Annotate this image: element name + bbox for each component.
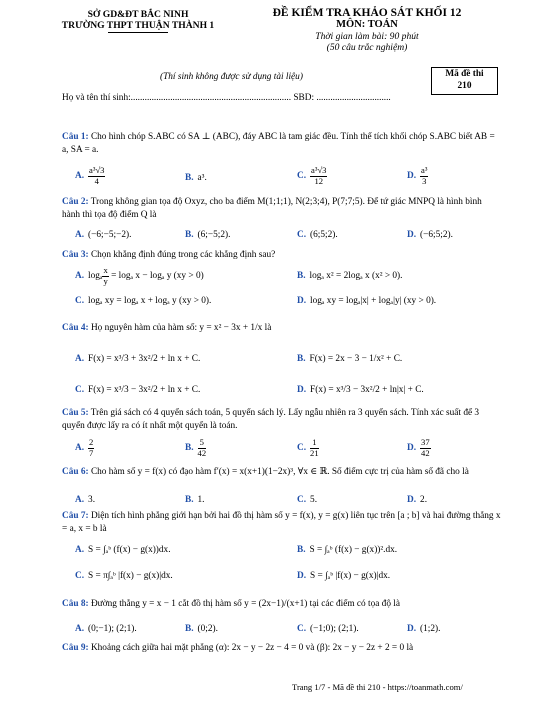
question-text: Họ nguyên hàm của hàm số: y = x² − 3x + 1/x là: [90, 323, 272, 333]
question-7: [62, 510, 502, 535]
fraction-numerator: 5: [198, 438, 207, 449]
exam-code-value: 210: [457, 81, 472, 91]
question-text: Cho hình chóp S.ABC có SA ⊥ (ABC), đáy ABC là tam giác đều. Tính thể tích khối chóp S.ABC biết AB = a, SA = a.: [62, 132, 495, 155]
option-d[interactable]: D. (1;2).: [407, 624, 441, 634]
dept-name: SỞ GD&ĐT BẮC NINH: [87, 9, 189, 20]
exam-note: (Thí sinh không được sử dụng tài liệu): [160, 72, 303, 82]
option-c[interactable]: C. S = π∫ₐᵇ |f(x) − g(x)|dx.: [75, 571, 173, 581]
question-label: Câu 4:: [62, 323, 89, 333]
option-c[interactable]: C. $\frac{\text{a³√3}}{12}$: [297, 165, 327, 186]
option-b[interactable]: B. S = ∫ₐᵇ (f(x) − g(x))².dx.: [297, 545, 398, 555]
question-3: [62, 249, 502, 262]
fraction-denominator: 4: [94, 175, 99, 186]
question-text: Trong không gian tọa độ Oxyz, cho ba điểm M(1;1;1), N(2;3;4), P(7;7;5). Để tứ giác MNPQ là hình bình hành thì tọa độ điểm Q là: [62, 197, 482, 220]
option-c[interactable]: C. (6;5;2).: [297, 230, 338, 240]
option-b[interactable]: B. (0;2).: [185, 624, 218, 634]
question-2: [62, 196, 502, 221]
option-d[interactable]: D. logₐ xy = logₐ|x| + logₐ|y| (xy > 0).: [297, 296, 437, 306]
fraction-denominator: y: [103, 275, 108, 286]
option-b[interactable]: B. (6;−5;2).: [185, 230, 231, 240]
question-5: [62, 407, 502, 432]
option-c[interactable]: C. 5.: [297, 495, 318, 505]
option-c[interactable]: C. $\frac{1}{21}$: [297, 437, 319, 458]
question-4: [62, 322, 502, 335]
question-label: Câu 3:: [62, 250, 89, 260]
fraction-numerator: 1: [310, 438, 319, 449]
question-6: [62, 466, 502, 479]
option-a[interactable]: A. 3.: [75, 495, 96, 505]
question-text: Cho hàm số y = f(x) có đạo hàm f′(x) = x(x+1)(1−2x)³, ∀x ∈ ℝ. Số điểm cực trị của hàm số đã cho là: [90, 467, 469, 477]
question-label: Câu 7:: [62, 511, 89, 521]
fraction-denominator: 42: [197, 447, 207, 458]
fraction-numerator: 37: [421, 437, 430, 447]
fraction-denominator: 42: [421, 447, 430, 458]
question-8: [62, 598, 502, 611]
option-b[interactable]: B. F(x) = 2x − 3 − 1/x² + C.: [297, 354, 403, 364]
option-d[interactable]: D. F(x) = x³/3 − 3x²/2 + ln|x| + C.: [297, 385, 424, 395]
exam-title: ĐỀ KIỂM TRA KHẢO SÁT KHỐI 12: [272, 7, 462, 19]
question-label: Câu 9:: [62, 643, 89, 653]
question-text: Diện tích hình phẳng giới hạn bởi hai đồ thị hàm số y = f(x), y = g(x) liên tục trên [a ; b] và hai đường thẳng x = a, x = b là: [62, 511, 501, 534]
option-a[interactable]: A. $\frac{\text{a³√3}}{4}$: [75, 165, 105, 186]
question-text: Chọn khẳng định đúng trong các khẳng định sau?: [90, 250, 276, 260]
option-b[interactable]: B. $\frac{5}{42}$: [185, 437, 207, 458]
option-d[interactable]: D. $\frac{37}{42}$: [407, 437, 430, 458]
question-label: Câu 1:: [62, 132, 89, 142]
option-b[interactable]: B. 1.: [185, 495, 205, 505]
school-name: TRƯỜNG THPT THUẬN THÀNH 1: [61, 20, 215, 31]
fraction-numerator: a³√3: [89, 165, 105, 175]
option-d[interactable]: D. (−6;5;2).: [407, 230, 453, 240]
option-d[interactable]: D. 2.: [407, 495, 428, 505]
option-a[interactable]: A. $\frac{2}{7}$: [75, 437, 94, 458]
option-a[interactable]: A. F(x) = x³/3 + 3x²/2 + ln x + C.: [75, 354, 201, 364]
exam-subject: MÔN: TOÁN: [336, 19, 398, 30]
fraction-numerator: a³: [421, 165, 428, 175]
option-c[interactable]: C. F(x) = x³/3 − 3x²/2 + ln x + C.: [75, 385, 201, 395]
exam-code-label: Mã đề thi: [445, 69, 484, 79]
option-a[interactable]: A. logₐ $\frac{x}{y}$ = logₐ x − logₐ y (xy > 0): [75, 265, 204, 286]
question-text: Khoảng cách giữa hai mặt phẳng (α): 2x − y − 2z − 4 = 0 và (β): 2x − y − 2z + 2 = 0 là: [90, 643, 414, 653]
header-right: [262, 7, 472, 53]
question-text: Đường thẳng y = x − 1 cắt đồ thị hàm số y = (2x−1)/(x+1) tại các điểm có tọa độ là: [90, 599, 401, 609]
question-1: [62, 131, 502, 156]
option-c[interactable]: C. (−1;0); (2;1).: [297, 624, 359, 634]
option-a[interactable]: A. (−6;−5;−2).: [75, 230, 132, 240]
fraction-numerator: x: [103, 265, 108, 275]
fraction-numerator: 2: [89, 437, 94, 447]
option-a[interactable]: A. S = ∫ₐᵇ (f(x) − g(x))dx.: [75, 545, 171, 555]
question-label: Câu 6:: [62, 467, 89, 477]
option-b[interactable]: B. logₐ x² = 2logₐ x (x² > 0).: [297, 271, 403, 281]
option-c[interactable]: C. logₐ xy = logₐ x + logₐ y (xy > 0).: [75, 296, 212, 306]
fraction-denominator: 7: [89, 447, 94, 458]
question-label: Câu 2:: [62, 197, 89, 207]
option-b[interactable]: B. a³.: [185, 173, 207, 183]
fraction-denominator: 12: [314, 175, 324, 186]
page-footer: Trang 1/7 - Mã đề thi 210 - https://toanmath.com/: [292, 682, 463, 692]
question-9: [62, 642, 502, 655]
question-label: Câu 5:: [62, 408, 89, 418]
fraction-denominator: 21: [310, 447, 319, 458]
exam-code-box: [431, 67, 498, 95]
exam-time: Thời gian làm bài: 90 phút: [315, 31, 419, 42]
option-a[interactable]: A. (0;−1); (2;1).: [75, 624, 137, 634]
fraction-denominator: 3: [422, 175, 427, 186]
header-left: [48, 9, 228, 33]
header-rule: [108, 32, 168, 33]
question-label: Câu 8:: [62, 599, 89, 609]
student-info-line: Họ và tên thí sinh:..................................................................... SBD: ................................: [62, 93, 391, 103]
question-text: Trên giá sách có 4 quyển sách toán, 5 quyển sách lý. Lấy ngẫu nhiên ra 3 quyển sách. Tính xác suất để 3 quyển được lấy ra có ít nhất một quyển là toán.: [62, 408, 480, 431]
option-d[interactable]: D. S = ∫ₐᵇ |f(x) − g(x)|dx.: [297, 571, 391, 581]
fraction-numerator: a³√3: [311, 165, 327, 175]
option-d[interactable]: D. $\frac{\text{a³}}{3}$: [407, 165, 428, 186]
exam-format: (50 câu trắc nghiệm): [326, 42, 408, 53]
